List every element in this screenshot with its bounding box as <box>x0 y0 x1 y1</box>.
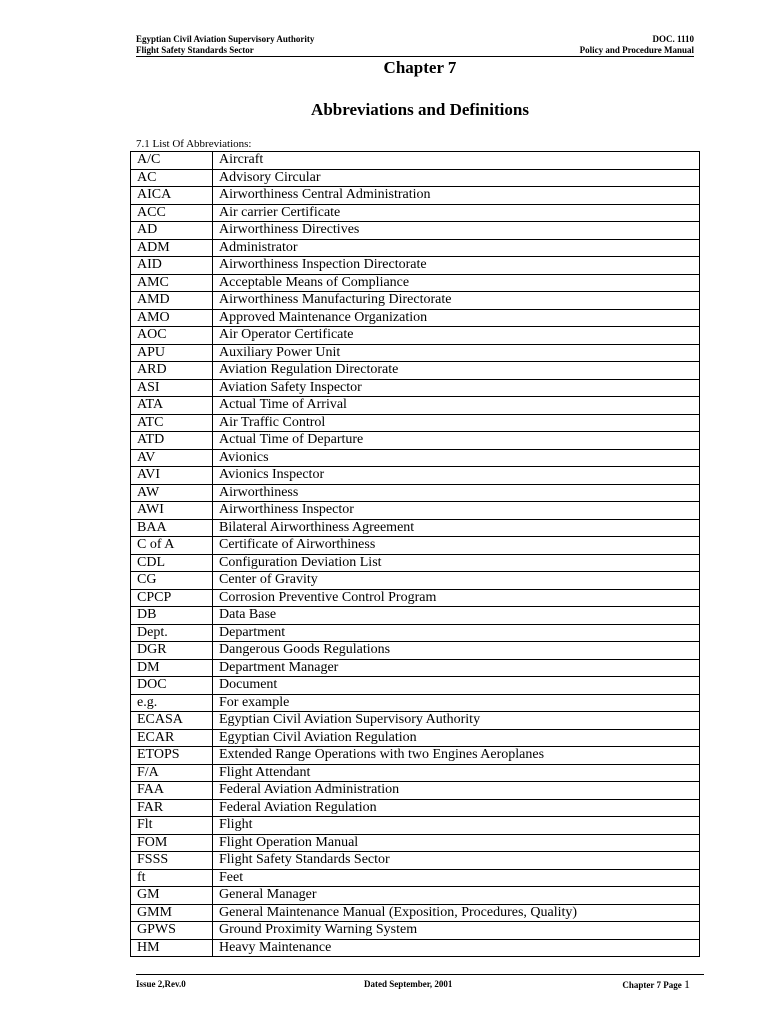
abbreviation-cell: FAA <box>131 782 213 800</box>
abbreviation-cell: Flt <box>131 817 213 835</box>
abbreviation-cell: AD <box>131 222 213 240</box>
abbreviation-cell: A/C <box>131 152 213 170</box>
header-left <box>136 34 314 55</box>
abbreviation-cell: DGR <box>131 642 213 660</box>
abbreviation-cell: ADM <box>131 239 213 257</box>
definition-cell: Air carrier Certificate <box>213 204 700 222</box>
table-row <box>131 467 700 485</box>
table-row <box>131 362 700 380</box>
abbreviation-cell: AOC <box>131 327 213 345</box>
footer-chapter-page: Chapter 7 Page <box>622 980 682 990</box>
definition-cell: Air Traffic Control <box>213 414 700 432</box>
definition-cell: General Manager <box>213 887 700 905</box>
definition-cell: Egyptian Civil Aviation Supervisory Authority <box>213 712 700 730</box>
abbreviation-cell: AWI <box>131 502 213 520</box>
abbreviation-cell: BAA <box>131 519 213 537</box>
abbreviation-cell: F/A <box>131 764 213 782</box>
definition-cell: Aviation Regulation Directorate <box>213 362 700 380</box>
abbreviation-cell: Dept. <box>131 624 213 642</box>
header-sector: Flight Safety Standards Sector <box>136 44 254 55</box>
table-row <box>131 589 700 607</box>
definition-cell: Actual Time of Departure <box>213 432 700 450</box>
abbreviation-cell: FSSS <box>131 852 213 870</box>
definition-cell: Administrator <box>213 239 700 257</box>
abbreviation-cell: AC <box>131 169 213 187</box>
table-row <box>131 642 700 660</box>
table-row <box>131 572 700 590</box>
table-row <box>131 432 700 450</box>
abbreviation-cell: FOM <box>131 834 213 852</box>
abbreviation-cell: DB <box>131 607 213 625</box>
abbreviation-cell: GPWS <box>131 922 213 940</box>
table-row <box>131 904 700 922</box>
definition-cell: Acceptable Means of Compliance <box>213 274 700 292</box>
abbreviation-cell: CG <box>131 572 213 590</box>
definition-cell: Department <box>213 624 700 642</box>
table-row <box>131 484 700 502</box>
abbreviation-cell: AVI <box>131 467 213 485</box>
abbreviation-cell: ASI <box>131 379 213 397</box>
definition-cell: Flight Safety Standards Sector <box>213 852 700 870</box>
definition-cell: For example <box>213 694 700 712</box>
definition-cell: Air Operator Certificate <box>213 327 700 345</box>
chapter-subtitle: Abbreviations and Definitions <box>311 100 529 119</box>
definition-cell: Avionics <box>213 449 700 467</box>
definition-cell: General Maintenance Manual (Exposition, Procedures, Quality) <box>213 904 700 922</box>
footer-date: Dated September, 2001 <box>364 979 453 989</box>
table-row <box>131 922 700 940</box>
definition-cell: Dangerous Goods Regulations <box>213 642 700 660</box>
page-footer <box>136 974 704 991</box>
abbreviation-cell: AID <box>131 257 213 275</box>
definition-cell: Airworthiness Inspector <box>213 502 700 520</box>
table-row <box>131 239 700 257</box>
abbreviation-cell: ft <box>131 869 213 887</box>
header-manual-title: Policy and Procedure Manual <box>579 44 694 55</box>
page-header <box>136 34 694 57</box>
abbreviation-cell: AV <box>131 449 213 467</box>
header-right <box>580 34 694 55</box>
table-row <box>131 187 700 205</box>
definition-cell: Document <box>213 677 700 695</box>
definition-cell: Aviation Safety Inspector <box>213 379 700 397</box>
definition-cell: Approved Maintenance Organization <box>213 309 700 327</box>
abbreviation-cell: AMO <box>131 309 213 327</box>
table-row <box>131 519 700 537</box>
table-row <box>131 257 700 275</box>
abbreviation-cell: ACC <box>131 204 213 222</box>
abbreviation-cell: AW <box>131 484 213 502</box>
definition-cell: Department Manager <box>213 659 700 677</box>
table-row <box>131 747 700 765</box>
table-row <box>131 414 700 432</box>
abbreviation-cell: APU <box>131 344 213 362</box>
table-row <box>131 344 700 362</box>
table-row <box>131 782 700 800</box>
definition-cell: Airworthiness Manufacturing Directorate <box>213 292 700 310</box>
definition-cell: Auxiliary Power Unit <box>213 344 700 362</box>
definition-cell: Feet <box>213 869 700 887</box>
abbreviation-cell: ATD <box>131 432 213 450</box>
definition-cell: Flight Attendant <box>213 764 700 782</box>
header-doc-number: DOC. 1110 <box>652 34 694 44</box>
definition-cell: Airworthiness <box>213 484 700 502</box>
table-row <box>131 729 700 747</box>
abbreviation-cell: DM <box>131 659 213 677</box>
abbreviation-cell: AMC <box>131 274 213 292</box>
abbreviation-cell: e.g. <box>131 694 213 712</box>
table-row <box>131 449 700 467</box>
definition-cell: Airworthiness Directives <box>213 222 700 240</box>
header-organization: Egyptian Civil Aviation Supervisory Authority <box>136 34 315 44</box>
abbreviation-cell: ECASA <box>131 712 213 730</box>
definition-cell: Corrosion Preventive Control Program <box>213 589 700 607</box>
abbreviation-cell: C of A <box>131 537 213 555</box>
abbreviation-cell: ATA <box>131 397 213 415</box>
table-row <box>131 694 700 712</box>
table-row <box>131 869 700 887</box>
table-row <box>131 502 700 520</box>
abbreviation-cell: ARD <box>131 362 213 380</box>
table-row <box>131 169 700 187</box>
table-row <box>131 554 700 572</box>
table-row <box>131 274 700 292</box>
table-row <box>131 152 700 170</box>
table-row <box>131 204 700 222</box>
table-row <box>131 222 700 240</box>
definition-cell: Ground Proximity Warning System <box>213 922 700 940</box>
definition-cell: Advisory Circular <box>213 169 700 187</box>
abbreviation-cell: AMD <box>131 292 213 310</box>
definition-cell: Configuration Deviation List <box>213 554 700 572</box>
abbreviations-table <box>130 151 700 957</box>
definition-cell: Airworthiness Central Administration <box>213 187 700 205</box>
abbreviation-cell: AICA <box>131 187 213 205</box>
definition-cell: Avionics Inspector <box>213 467 700 485</box>
definition-cell: Bilateral Airworthiness Agreement <box>213 519 700 537</box>
abbreviation-cell: DOC <box>131 677 213 695</box>
definition-cell: Flight <box>213 817 700 835</box>
table-row <box>131 834 700 852</box>
table-row <box>131 379 700 397</box>
table-row <box>131 764 700 782</box>
table-row <box>131 659 700 677</box>
table-row <box>131 887 700 905</box>
definition-cell: Federal Aviation Regulation <box>213 799 700 817</box>
table-row <box>131 624 700 642</box>
section-label: 7.1 List Of Abbreviations: <box>136 138 252 150</box>
table-row <box>131 327 700 345</box>
footer-page-number: 1 <box>684 977 690 991</box>
abbreviation-cell: GMM <box>131 904 213 922</box>
definition-cell: Data Base <box>213 607 700 625</box>
table-row <box>131 397 700 415</box>
definition-cell: Airworthiness Inspection Directorate <box>213 257 700 275</box>
abbreviation-cell: FAR <box>131 799 213 817</box>
footer-issue: Issue 2,Rev.0 <box>136 979 186 989</box>
definition-cell: Flight Operation Manual <box>213 834 700 852</box>
definition-cell: Aircraft <box>213 152 700 170</box>
table-row <box>131 677 700 695</box>
abbreviation-cell: ETOPS <box>131 747 213 765</box>
definition-cell: Center of Gravity <box>213 572 700 590</box>
table-row <box>131 607 700 625</box>
definition-cell: Extended Range Operations with two Engines Aeroplanes <box>213 747 700 765</box>
abbreviation-cell: CPCP <box>131 589 213 607</box>
definition-cell: Heavy Maintenance <box>213 939 700 957</box>
table-row <box>131 712 700 730</box>
abbreviation-cell: ECAR <box>131 729 213 747</box>
table-row <box>131 852 700 870</box>
definition-cell: Actual Time of Arrival <box>213 397 700 415</box>
table-row <box>131 799 700 817</box>
table-row <box>131 817 700 835</box>
table-row <box>131 537 700 555</box>
abbreviations-table-body <box>131 152 700 957</box>
abbreviation-cell: HM <box>131 939 213 957</box>
abbreviation-cell: CDL <box>131 554 213 572</box>
table-row <box>131 939 700 957</box>
abbreviation-cell: ATC <box>131 414 213 432</box>
definition-cell: Federal Aviation Administration <box>213 782 700 800</box>
definition-cell: Egyptian Civil Aviation Regulation <box>213 729 700 747</box>
table-row <box>131 309 700 327</box>
table-row <box>131 292 700 310</box>
chapter-title: Chapter 7 <box>383 58 457 77</box>
definition-cell: Certificate of Airworthiness <box>213 537 700 555</box>
abbreviation-cell: GM <box>131 887 213 905</box>
footer-page <box>622 977 690 992</box>
